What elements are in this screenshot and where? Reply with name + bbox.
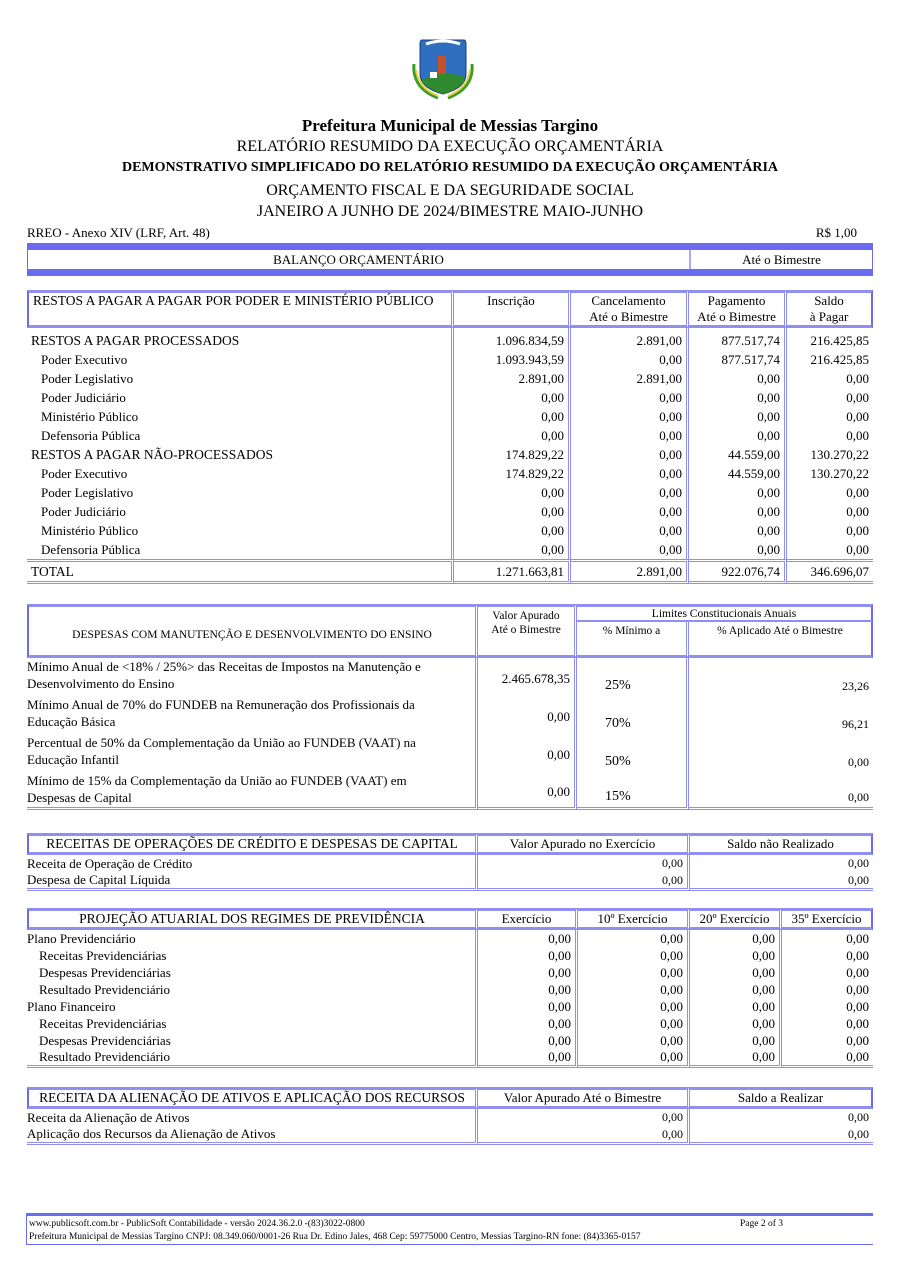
- cell-value: 0,00: [571, 407, 689, 426]
- table-row: [27, 540, 873, 559]
- cell-value: 877.517,74: [689, 328, 787, 350]
- cell-value: 130.270,22: [810, 466, 869, 481]
- report-title: RELATÓRIO RESUMIDO DA EXECUÇÃO ORÇAMENTÁRIA: [236, 138, 664, 155]
- mde-col-valor: Valor Apurado Até o Bimestre: [478, 604, 577, 658]
- cell-value: 174.829,22: [454, 445, 571, 464]
- table-row: [27, 964, 873, 981]
- report-period: JANEIRO A JUNHO DE 2024/BIMESTRE MAIO-JUNHO: [256, 203, 644, 220]
- cell-value: 0,00: [846, 428, 869, 443]
- cell-aplicado: 0,00: [848, 755, 869, 769]
- cell-value: 130.270,22: [810, 447, 869, 462]
- table-row: [27, 855, 873, 872]
- budget-scope: ORÇAMENTO FISCAL E DA SEGURIDADE SOCIAL: [266, 182, 634, 199]
- cell-value: 0,00: [454, 483, 571, 502]
- row-label: Ministério Público: [27, 407, 454, 426]
- row-label: Aplicação dos Recursos da Alienação de Ativos: [27, 1126, 478, 1145]
- cell-aplicado: 0,00: [689, 772, 873, 810]
- cell-min: 15%: [577, 772, 689, 810]
- page-number: Page 2 of 3: [739, 1219, 783, 1229]
- cell-value: 0,00: [454, 407, 571, 426]
- table-row: [27, 1015, 873, 1032]
- cell-value: 0,00: [846, 930, 869, 946]
- cell-value: 0,00: [478, 855, 690, 872]
- previdencia-table: [27, 908, 873, 1068]
- row-label: Receita de Operação de Crédito: [27, 855, 478, 872]
- cell-value: 0,00: [846, 523, 869, 538]
- cell-value: 0,00: [846, 504, 869, 519]
- cell-value: 2.891,00: [571, 328, 689, 350]
- row-label: Despesas Previdenciárias: [27, 964, 478, 981]
- cell-value: 0,00: [454, 426, 571, 445]
- row-label: Despesa de Capital Líquida: [27, 872, 478, 891]
- cell-value: 0,00: [571, 483, 689, 502]
- table-row: [27, 772, 873, 810]
- cell-value: 0,00: [478, 1049, 578, 1068]
- cell-min: 70%: [577, 696, 689, 734]
- cell-value: 0,00: [578, 947, 690, 964]
- table-row: [27, 521, 873, 540]
- cell-aplicado: 96,21: [842, 717, 869, 731]
- cell-value: 1.096.834,59: [454, 328, 571, 350]
- cell-value: 216.425,85: [810, 333, 869, 348]
- col-header: Exercício: [478, 908, 578, 930]
- cell-value: 2.891,00: [571, 559, 689, 584]
- table-row: [27, 1126, 873, 1145]
- coat-of-arms-icon: [408, 36, 478, 100]
- cell-value: 0,00: [571, 426, 689, 445]
- cell-value: 0,00: [478, 998, 578, 1015]
- cell-valor: 0,00: [478, 734, 577, 772]
- row-label: Receitas Previdenciárias: [27, 1015, 478, 1032]
- cell-value: 0,00: [690, 964, 782, 981]
- col-header: RECEITA DA ALIENAÇÃO DE ATIVOS E APLICAÇÃO DOS RECURSOS: [27, 1087, 478, 1109]
- table-row: [27, 1109, 873, 1126]
- cell-value: 0,00: [689, 369, 787, 388]
- cell-value: 0,00: [782, 1049, 873, 1068]
- table-row: [27, 872, 873, 891]
- cell-value: 0,00: [478, 1126, 690, 1145]
- cell-value: 0,00: [846, 390, 869, 405]
- row-label: Resultado Previdenciário: [27, 981, 478, 998]
- cell-value: 0,00: [690, 947, 782, 964]
- col-header: Inscrição: [454, 290, 571, 328]
- cell-value: 0,00: [846, 485, 869, 500]
- cell-aplicado: 23,26: [842, 679, 869, 693]
- col-header: Saldo a Realizar: [690, 1087, 873, 1109]
- row-label: Mínimo Anual de 70% do FUNDEB na Remuneração dos Profissionais da Educação Básica: [27, 696, 478, 734]
- credito-table: [27, 833, 873, 891]
- table-row: [27, 658, 873, 696]
- cell-value: 0,00: [689, 426, 787, 445]
- row-label: Percentual de 50% da Complementação da União ao FUNDEB (VAAT) na Educação Infantil: [27, 734, 478, 772]
- cell-value: 0,00: [571, 540, 689, 559]
- table-row: [27, 998, 873, 1015]
- cell-valor: 0,00: [478, 772, 577, 810]
- cell-value: 0,00: [571, 445, 689, 464]
- row-label: Plano Financeiro: [27, 998, 478, 1015]
- cell-value: 0,00: [454, 502, 571, 521]
- table-row: [27, 369, 873, 388]
- cell-value: 0,00: [690, 1126, 873, 1145]
- cell-value: 0,00: [478, 964, 578, 981]
- cell-value: 0,00: [478, 1109, 690, 1126]
- cell-value: 0,00: [454, 521, 571, 540]
- cell-value: 346.696,07: [787, 559, 873, 584]
- row-label: Defensoria Pública: [27, 540, 454, 559]
- cell-value: 1.093.943,59: [454, 350, 571, 369]
- table-row: [27, 1032, 873, 1049]
- cell-value: 2.891,00: [454, 369, 571, 388]
- footer-software-info: www.publicsoft.com.br - PublicSoft Contabilidade - versão 2024.36.2.0 -(83)3022-0800: [29, 1219, 365, 1229]
- row-label: Mínimo Anual de <18% / 25%> das Receitas de Impostos na Manutenção e Desenvolvimento do Ensino: [27, 658, 478, 696]
- row-label: Poder Executivo: [27, 350, 454, 369]
- cell-value: 0,00: [571, 502, 689, 521]
- cell-value: 0,00: [690, 872, 873, 891]
- col-header: Pagamento Até o Bimestre: [689, 290, 787, 328]
- page-footer: [26, 1213, 873, 1245]
- row-label: Poder Legislativo: [27, 483, 454, 502]
- cell-value: 216.425,85: [810, 352, 869, 367]
- row-label: TOTAL: [27, 559, 454, 584]
- alienacao-table: [27, 1087, 873, 1145]
- cell-value: 0,00: [571, 350, 689, 369]
- row-label: Mínimo de 15% da Complementação da União ao FUNDEB (VAAT) em Despesas de Capital: [27, 772, 478, 810]
- row-label: Despesas Previdenciárias: [27, 1032, 478, 1049]
- table-row: [27, 350, 873, 369]
- row-label: Resultado Previdenciário: [27, 1049, 478, 1068]
- balanco-header: [27, 243, 873, 276]
- mde-col-apl: % Aplicado Até o Bimestre: [689, 622, 873, 658]
- cell-value: 0,00: [846, 371, 869, 386]
- cell-value: 0,00: [846, 542, 869, 557]
- cell-value: 0,00: [690, 1015, 782, 1032]
- footer-entity-info: Prefeitura Municipal de Messias Targino CNPJ: 08.349.060/0001-26 Rua Dr. Edino Jales, 468 Cep: 59775000 Centro, Messias Targino-RN fone: (84)3365-0157: [29, 1232, 641, 1242]
- row-label: Ministério Público: [27, 521, 454, 540]
- row-label: Receitas Previdenciárias: [27, 947, 478, 964]
- cell-valor: 2.465.678,35: [478, 658, 577, 696]
- col-header: 35º Exercício: [782, 908, 873, 930]
- table-row: [27, 734, 873, 772]
- total-row: [27, 559, 873, 584]
- annex-label: RREO - Anexo XIV (LRF, Art. 48): [27, 225, 210, 240]
- cell-value: 0,00: [846, 409, 869, 424]
- cell-value: 0,00: [478, 1032, 578, 1049]
- cell-value: 922.076,74: [689, 559, 787, 584]
- col-header: 10º Exercício: [578, 908, 690, 930]
- cell-value: 0,00: [846, 1015, 869, 1031]
- cell-value: 0,00: [846, 1032, 869, 1048]
- cell-value: 0,00: [571, 521, 689, 540]
- cell-value: 0,00: [689, 540, 787, 559]
- balanco-period: Até o Bimestre: [742, 252, 821, 267]
- cell-value: 0,00: [478, 1015, 578, 1032]
- table-row: [27, 502, 873, 521]
- row-label: Receita da Alienação de Ativos: [27, 1109, 478, 1126]
- table-row: [27, 981, 873, 998]
- row-label: Plano Previdenciário: [27, 930, 478, 947]
- cell-value: 0,00: [846, 964, 869, 980]
- col-header: PROJEÇÃO ATUARIAL DOS REGIMES DE PREVIDÊNCIA: [27, 908, 478, 930]
- cell-value: 0,00: [846, 947, 869, 963]
- cell-value: 0,00: [578, 964, 690, 981]
- cell-value: 0,00: [689, 388, 787, 407]
- row-label: Poder Legislativo: [27, 369, 454, 388]
- table-row: [27, 445, 873, 464]
- table-row: [27, 464, 873, 483]
- table-row: [27, 1049, 873, 1068]
- cell-min: 25%: [577, 658, 689, 696]
- cell-value: 44.559,00: [689, 464, 787, 483]
- balanco-title: BALANÇO ORÇAMENTÁRIO: [28, 250, 691, 269]
- mde-col-group: Limites Constitucionais Anuais: [577, 604, 873, 622]
- cell-value: 0,00: [690, 1032, 782, 1049]
- cell-value: 0,00: [846, 981, 869, 997]
- cell-value: 0,00: [690, 981, 782, 998]
- cell-value: 0,00: [578, 1032, 690, 1049]
- entity-name: Prefeitura Municipal de Messias Targino: [301, 116, 599, 135]
- cell-value: 0,00: [848, 856, 869, 870]
- cell-value: 0,00: [454, 388, 571, 407]
- cell-value: 0,00: [690, 998, 782, 1015]
- col-header: Valor Apurado no Exercício: [478, 833, 690, 855]
- row-label: Poder Judiciário: [27, 388, 454, 407]
- cell-value: 0,00: [689, 502, 787, 521]
- cell-value: 0,00: [478, 872, 690, 891]
- cell-value: 0,00: [478, 947, 578, 964]
- col-header: Saldo à Pagar: [787, 290, 873, 328]
- cell-value: 0,00: [478, 930, 578, 947]
- cell-value: 0,00: [846, 998, 869, 1014]
- col-header: 20º Exercício: [690, 908, 782, 930]
- cell-value: 0,00: [578, 1049, 690, 1068]
- cell-value: 44.559,00: [689, 445, 787, 464]
- table-row: [27, 696, 873, 734]
- cell-value: 0,00: [478, 981, 578, 998]
- row-label: RESTOS A PAGAR NÃO-PROCESSADOS: [27, 445, 454, 464]
- cell-value: 0,00: [848, 1110, 869, 1124]
- col-header: Saldo não Realizado: [690, 833, 873, 855]
- cell-value: 0,00: [578, 1015, 690, 1032]
- currency-unit: R$ 1,00: [815, 225, 857, 240]
- table-row: [27, 483, 873, 502]
- cell-value: 0,00: [454, 540, 571, 559]
- row-label: Poder Executivo: [27, 464, 454, 483]
- cell-value: 0,00: [578, 930, 690, 947]
- cell-valor: 0,00: [478, 696, 577, 734]
- report-subtitle: DEMONSTRATIVO SIMPLIFICADO DO RELATÓRIO RESUMIDO DA EXECUÇÃO ORÇAMENTÁRIA: [121, 160, 779, 175]
- mde-col-min: % Mínimo a: [577, 622, 689, 658]
- table-row: [27, 388, 873, 407]
- cell-value: 0,00: [689, 483, 787, 502]
- cell-value: 0,00: [578, 981, 690, 998]
- col-header: Cancelamento Até o Bimestre: [571, 290, 689, 328]
- row-label: Defensoria Pública: [27, 426, 454, 445]
- col-header: RESTOS A PAGAR A PAGAR POR PODER E MINISTÉRIO PÚBLICO: [27, 290, 454, 328]
- cell-value: 0,00: [571, 464, 689, 483]
- cell-value: 0,00: [690, 930, 782, 947]
- table-row: [27, 426, 873, 445]
- cell-value: 0,00: [689, 407, 787, 426]
- row-label: RESTOS A PAGAR PROCESSADOS: [27, 328, 454, 350]
- mde-table: [27, 604, 873, 810]
- table-row: [27, 930, 873, 947]
- cell-value: 1.271.663,81: [454, 559, 571, 584]
- col-header: Valor Apurado Até o Bimestre: [478, 1087, 690, 1109]
- table-row: [27, 407, 873, 426]
- cell-value: 174.829,22: [454, 464, 571, 483]
- mde-title: DESPESAS COM MANUTENÇÃO E DESENVOLVIMENTO DO ENSINO: [27, 604, 478, 658]
- col-header: RECEITAS DE OPERAÇÕES DE CRÉDITO E DESPESAS DE CAPITAL: [27, 833, 478, 855]
- cell-value: 0,00: [571, 388, 689, 407]
- row-label: Poder Judiciário: [27, 502, 454, 521]
- cell-value: 2.891,00: [571, 369, 689, 388]
- cell-value: 0,00: [578, 998, 690, 1015]
- restos-a-pagar-table: [27, 290, 873, 584]
- table-row: [27, 328, 873, 350]
- cell-value: 877.517,74: [689, 350, 787, 369]
- cell-min: 50%: [577, 734, 689, 772]
- cell-value: 0,00: [689, 521, 787, 540]
- table-row: [27, 947, 873, 964]
- cell-value: 0,00: [690, 1049, 782, 1068]
